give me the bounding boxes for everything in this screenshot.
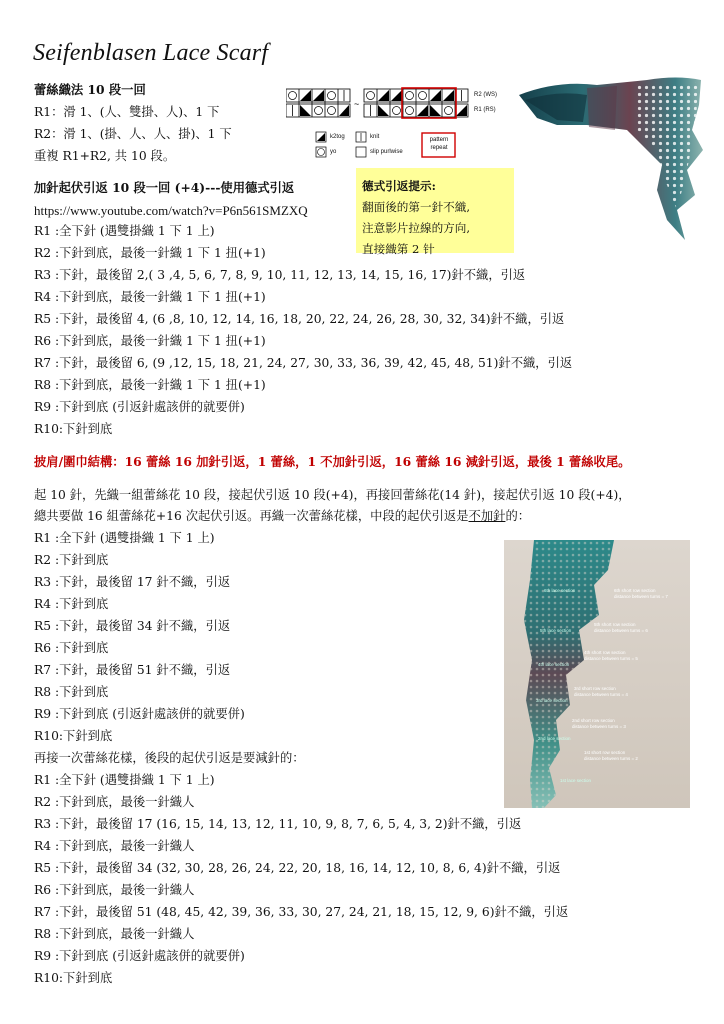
para2-text: 總共要做 16 組蕾絲花+16 次起伏引返。再織一次蕾絲花樣，中段的起伏引返是 <box>34 509 469 523</box>
para2-underline: 不加針 <box>468 509 506 523</box>
chart-tilde: ~ <box>354 99 360 109</box>
row-line: R3 :下針，最後留 2,( 3 ,4, 5, 6, 7, 8, 9, 10, 11, 12, 13, 14, 15, 16, 17)針不織，引返 <box>34 268 526 282</box>
photo-label-3: 3rd short row section distance between turns = 4 <box>574 686 628 697</box>
structure-heading: 披肩/圍巾結構：16 蕾絲 16 加針引返，1 蕾絲，1 不加針引返，16 蕾絲 16 減針引返，最後 1 蕾絲收尾。 <box>34 454 631 469</box>
row-line: R2 :下針到底，最後一針織 1 下 1 扭(+1) <box>34 246 266 260</box>
row-line: R9 :下針到底 (引返針處該併的就要併) <box>34 949 245 963</box>
row-line: R10:下針到底 <box>34 729 113 743</box>
para2-end: 的： <box>505 509 531 523</box>
row-line: R5 :下針，最後留 34 針不織，引返 <box>34 619 231 633</box>
row-line: R7 :下針，最後留 51 (48, 45, 42, 39, 36, 33, 30, 27, 24, 21, 18, 15, 12, 9, 6)針不織，引返 <box>34 905 569 919</box>
photo-lace-4: 4th lace section <box>538 662 570 667</box>
row-line: R8 :下針到底 <box>34 685 109 699</box>
lace-repeat: 重複 R1+R2, 共 10 段。 <box>34 149 176 163</box>
row-line: R1 :全下針 (遇雙掛織 1 下 1 上) <box>34 224 215 238</box>
tip-line-2: 注意影片拉線的方向, <box>362 221 471 235</box>
row-line: R8 :下針到底，最後一針織人 <box>34 927 195 941</box>
row-line: R10:下針到底 <box>34 971 113 985</box>
photo-lace-2: 2nd lace section <box>538 736 571 741</box>
row-line: R1 :全下針 (遇雙掛織 1 下 1 上) <box>34 773 215 787</box>
photo-label-1: 1st short row section distance between turns = 2 <box>584 750 638 761</box>
structure-para-1: 起 10 針，先織一組蕾絲花 10 段，接起伏引返 10 段(+4)，再接回蕾絲花(14 針)，接起伏引返 10 段(+4)， <box>34 488 631 502</box>
legend-k2tog: k2tog <box>330 134 345 140</box>
photo-lace-6: 6th lace section <box>544 588 576 593</box>
row-line: R4 :下針到底 <box>34 597 109 611</box>
increase-rows <box>34 220 572 440</box>
row-line: R8 :下針到底，最後一針織 1 下 1 扭(+1) <box>34 378 266 392</box>
row-line: R5 :下針，最後留 34 (32, 30, 28, 26, 24, 22, 20, 18, 16, 14, 12, 10, 8, 6, 4)針不織，引返 <box>34 861 561 875</box>
photo-lace-3: 3rd lace section <box>536 698 568 703</box>
photo-label-2: 2nd short row section distance between turns = 3 <box>572 718 626 729</box>
lace-row-1: R1：滑 1、(人、雙掛、人)、1 下 <box>34 105 220 119</box>
row-line: R6 :下針到底 <box>34 641 109 655</box>
chart-label-r1: R1 (RS) <box>474 107 496 113</box>
lace-heading: 蕾絲織法 10 段一回 <box>34 82 146 97</box>
row-line: R7 :下針，最後留 51 針不織，引返 <box>34 663 231 677</box>
row-line: R4 :下針到底，最後一針織人 <box>34 839 195 853</box>
tip-line-3: 直接織第 2 针 <box>362 242 435 256</box>
row-line: R6 :下針到底，最後一針織 1 下 1 扭(+1) <box>34 334 266 348</box>
knitting-chart <box>286 87 516 165</box>
photo-label-4: 4th short row section distance between turns = 5 <box>584 650 638 661</box>
row-line: R6 :下針到底，最後一針織人 <box>34 883 195 897</box>
structure-para-2 <box>34 506 530 526</box>
legend-repeat-1: pattern <box>429 137 449 143</box>
row-line: R2 :下針到底 <box>34 553 109 567</box>
photo-lace-1: 1st lace section <box>560 778 592 783</box>
row-line: R9 :下針到底 (引返針處該併的就要併) <box>34 707 245 721</box>
row-line: R9 :下針到底 (引返針處該併的就要併) <box>34 400 245 414</box>
row-line: R2 :下針到底，最後一針織人 <box>34 795 195 809</box>
legend-knit: knit <box>370 134 380 140</box>
short-row-heading: 加針起伏引返 10 段一回 (+4)---使用德式引返 <box>34 180 295 195</box>
legend-repeat-2: repeat <box>430 145 448 151</box>
middle-rows <box>34 527 568 989</box>
page-title: Seifenblasen Lace Scarf <box>33 40 269 66</box>
row-line: R3 :下針，最後留 17 (16, 15, 14, 13, 12, 11, 10, 9, 8, 7, 6, 5, 4, 3, 2)針不織，引返 <box>34 817 522 831</box>
legend-slip: slip purlwise <box>370 149 403 155</box>
row-line: R7 :下針，最後留 6, (9 ,12, 15, 18, 21, 24, 27, 30, 33, 36, 39, 42, 45, 48, 51)針不織，引返 <box>34 356 573 370</box>
row-line: R10:下針到底 <box>34 422 113 436</box>
lace-row-2: R2：滑 1、(掛、人、人、掛)、1 下 <box>34 127 232 141</box>
tip-line-1: 翻面後的第一針不織, <box>362 200 471 214</box>
tip-title: 德式引返提示: <box>362 179 436 193</box>
legend-yo: yo <box>330 149 337 155</box>
row-line: R4 :下針到底，最後一針織 1 下 1 扭(+1) <box>34 290 266 304</box>
row-line: R1 :全下針 (遇雙掛織 1 下 1 上) <box>34 531 215 545</box>
youtube-link[interactable]: https://www.youtube.com/watch?v=P6n561SMZXQ <box>34 203 308 218</box>
chart-label-r2: R2 (WS) <box>474 92 497 98</box>
photo-lace-5: 5th lace section <box>540 628 572 633</box>
photo-label-6: 6th short row section distance between turns = 7 <box>614 588 668 599</box>
row-line: R3 :下針，最後留 17 針不織，引返 <box>34 575 231 589</box>
scarf-construction-photo <box>504 540 690 808</box>
photo-label-5: 5th short row section distance between turns = 6 <box>594 622 648 633</box>
decrease-intro: 再接一次蕾絲花樣，後段的起伏引返是要減針的： <box>34 751 305 765</box>
row-line: R5 :下針，最後留 4, (6 ,8, 10, 12, 14, 16, 18, 20, 22, 24, 26, 28, 30, 32, 34)針不織，引返 <box>34 312 565 326</box>
